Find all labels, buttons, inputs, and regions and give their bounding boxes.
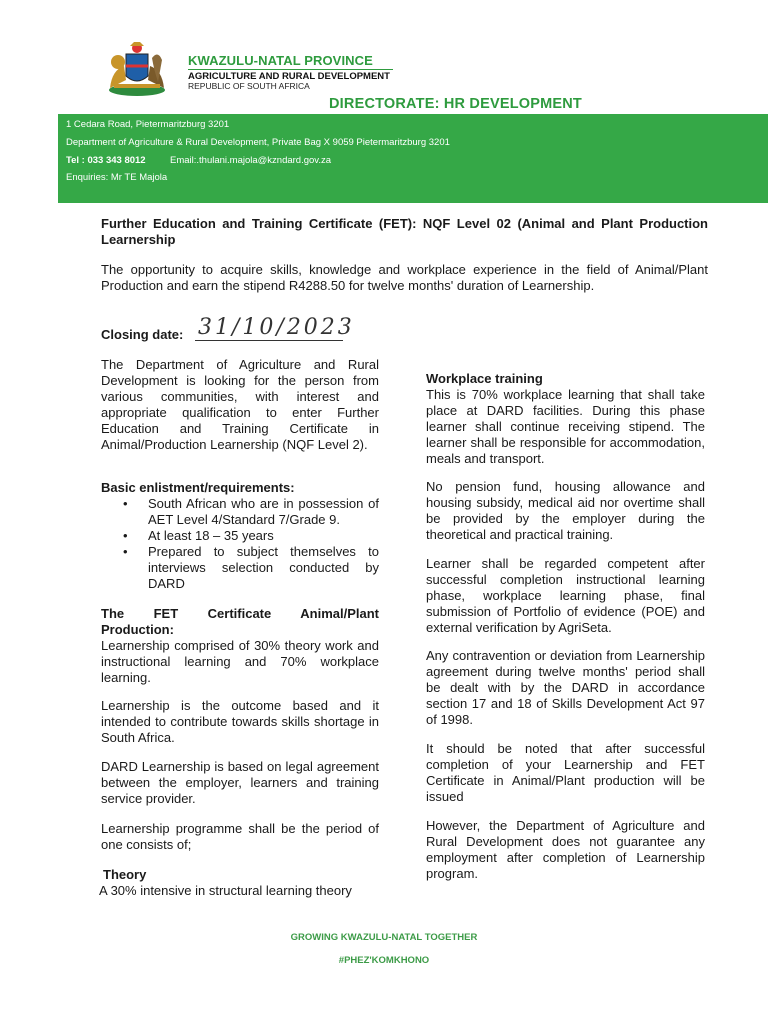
contact-band (58, 114, 768, 203)
right-paragraph-1: This is 70% workplace learning that shall take place at DARD facilities. During this phase learner shall continue receiving stipend. The learner shall be responsible for accommodation, meals and transport. (426, 387, 705, 466)
footer-hashtag: #PHEZ'KOMKHONO (338, 955, 430, 966)
right-paragraph-2: No pension fund, housing allowance and housing subsidy, medical aid nor overtime shall be provided by the employer during the theoretical and practical training. (426, 479, 705, 542)
footer-slogan: GROWING KWAZULU-NATAL TOGETHER (290, 932, 478, 943)
tel-label: Tel : 033 343 8012 (66, 155, 146, 166)
right-paragraph-3: Learner shall be regarded competent after successful completion instructional learning phase, workplace learning phase, final submission of Portfolio of evidence (POE) and external verification by AgriSeta. (426, 556, 705, 635)
workplace-training-heading: Workplace training (426, 371, 543, 386)
tel-line (66, 155, 146, 166)
page-title: Further Education and Training Certificate (FET): NQF Level 02 (Animal and Plant Production Learnership (101, 216, 708, 247)
right-paragraph-4: Any contravention or deviation from Learnership agreement during twelve months' period shall be dealt with by the DARD in accordance section 17 and 18 of Skills Development Act 97 of 1998. (426, 648, 705, 727)
list-item: • At least 18 – 35 years (123, 528, 274, 543)
left-paragraph-1: The Department of Agriculture and Rural Development is looking for the person from various communities, with interest and appropriate qualification to enter Further Education and Training Certificate in Animal/Production Learnership (NQF Level 2). (101, 357, 379, 452)
bullet-icon: • (123, 528, 128, 543)
theory-heading: Theory (103, 867, 147, 882)
fet-heading: The FET Certificate Animal/Plant Production: (101, 606, 379, 637)
requirements-heading: Basic enlistment/requirements: (101, 480, 295, 495)
directorate-title: DIRECTORATE: HR DEVELOPMENT (329, 96, 582, 112)
right-paragraph-6: However, the Department of Agriculture and Rural Development does not guarantee any employment after completion of Learnership program. (426, 818, 705, 881)
bullet-icon: • (123, 544, 128, 559)
left-paragraph-4: DARD Learnership is based on legal agreement between the employer, learners and training service provider. (101, 759, 379, 806)
department-name: AGRICULTURE AND RURAL DEVELOPMENT (188, 71, 390, 82)
left-paragraph-2: Learnership comprised of 30% theory work and instructional learning and 70% workplace learning. (101, 638, 379, 685)
closing-date-label: Closing date: (101, 327, 184, 342)
closing-date-value: 31/10/2023 (198, 315, 355, 340)
list-item: • South African who are in possession of AET Level 4/Standard 7/Grade 9. (123, 496, 379, 527)
header-rule (188, 69, 393, 70)
bullet-icon: • (123, 496, 128, 511)
province-name: KWAZULU-NATAL PROVINCE (188, 53, 373, 68)
intro-paragraph: The opportunity to acquire skills, knowledge and workplace experience in the field of Animal/Plant Production and earn the stipend R4288.50 for twelve months' duration of Learnership. (101, 262, 708, 293)
email-line[interactable]: Email:.thulani.majola@kzndard.gov.za (170, 155, 332, 166)
requirements-list (101, 496, 379, 592)
left-paragraph-3: Learnership is the outcome based and it intended to contribute towards skills shortage in South Africa. (101, 698, 379, 745)
postal-line: Department of Agriculture & Rural Development, Private Bag X 9059 Pietermaritzburg 3201 (66, 137, 450, 148)
coat-of-arms-icon (104, 40, 170, 98)
left-paragraph-6: A 30% intensive in structural learning theory (99, 883, 352, 898)
address-line: 1 Cedara Road, Pietermaritzburg 3201 (66, 119, 230, 130)
left-paragraph-5: Learnership programme shall be the period of one consists of; (101, 821, 379, 852)
right-paragraph-5: It should be noted that after successful completion of your Learnership and FET Certificate in Animal/Plant production will be issued (426, 741, 705, 804)
list-item: • Prepared to subject themselves to interviews selection conducted by DARD (123, 544, 379, 591)
closing-date-underline (195, 340, 343, 341)
republic-label: REPUBLIC OF SOUTH AFRICA (188, 81, 310, 91)
enquiries-line: Enquiries: Mr TE Majola (66, 172, 168, 183)
